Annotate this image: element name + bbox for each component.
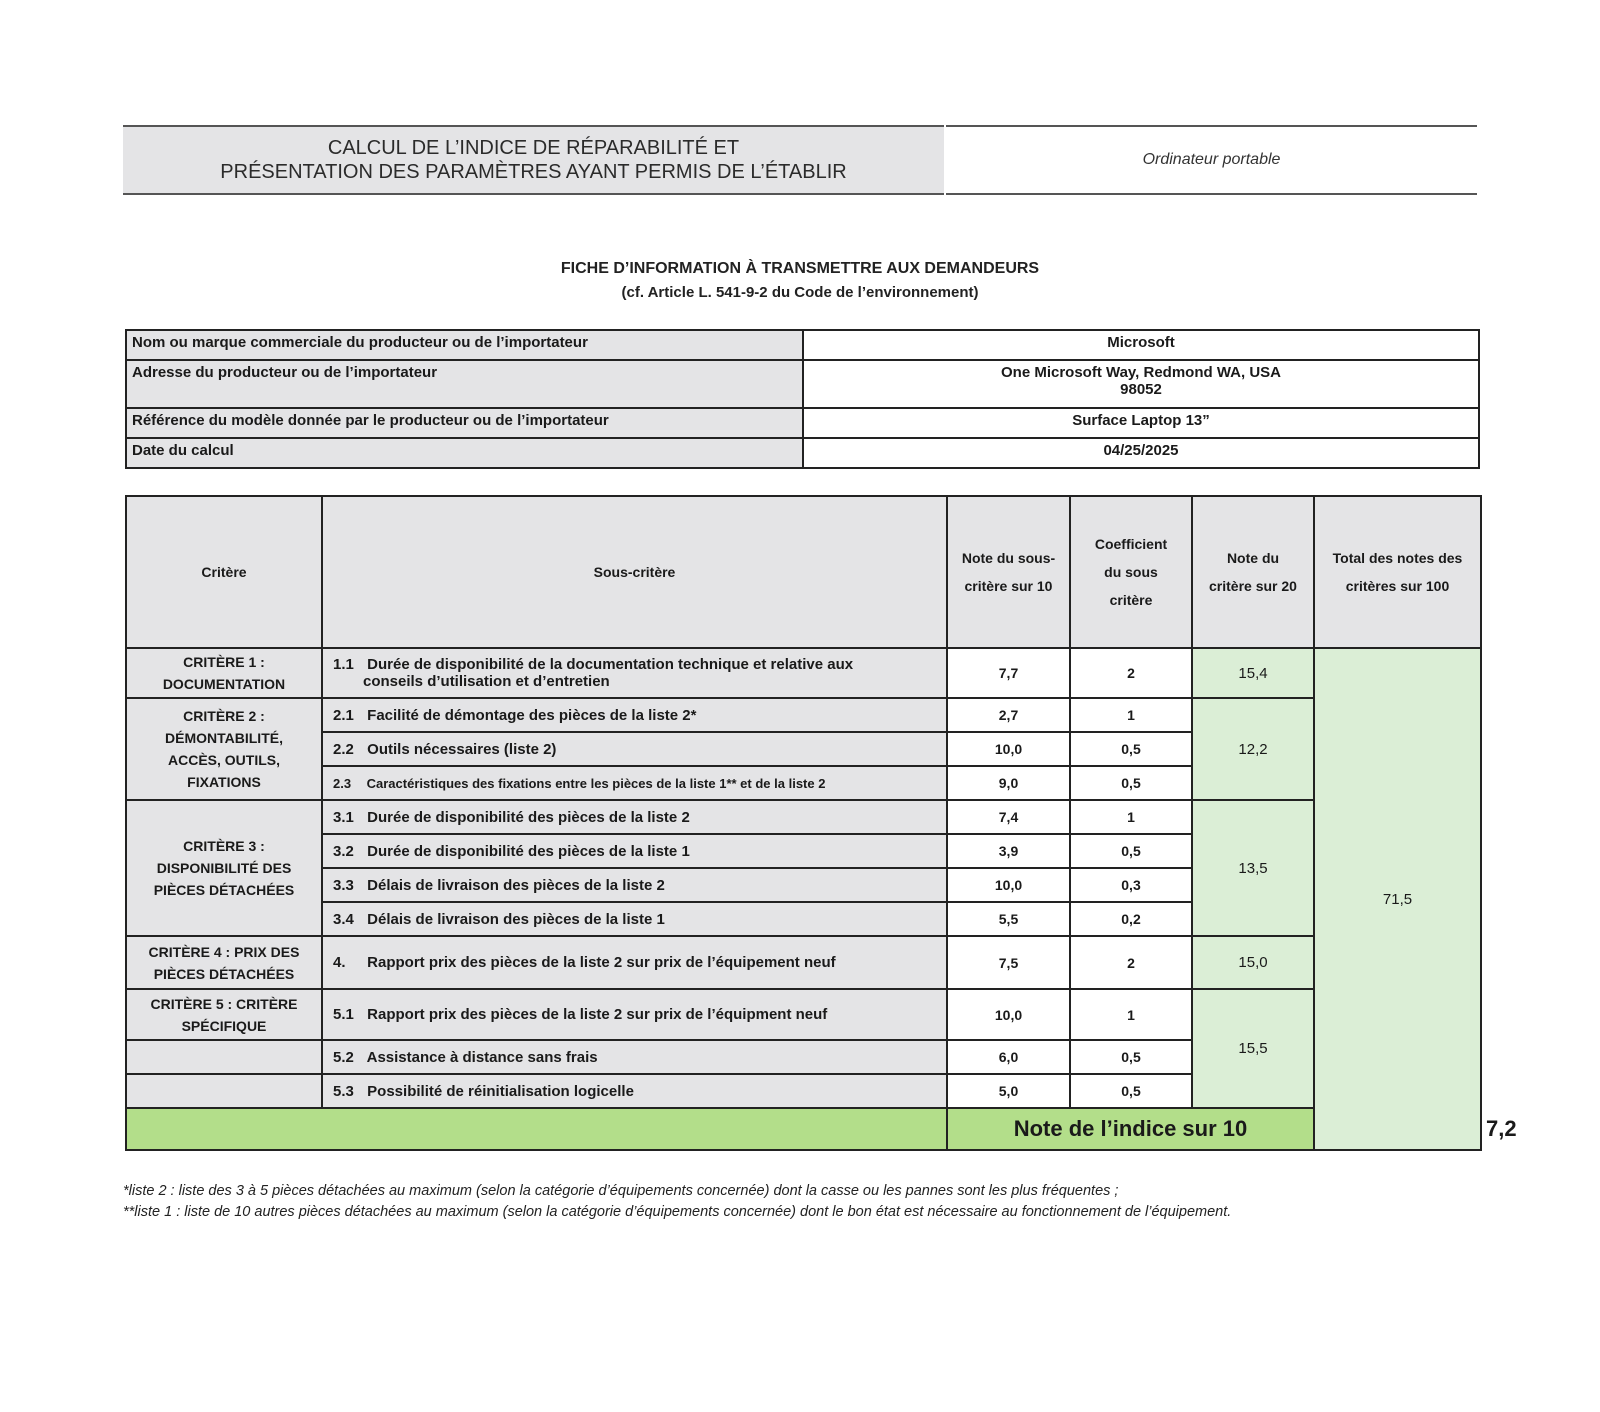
col-total-line2: critères sur 100 xyxy=(1345,578,1450,594)
subcriterion-coef: 2 xyxy=(1070,648,1192,698)
criterion-1-name: DOCUMENTATION xyxy=(162,676,286,692)
subcriterion-note: 2,7 xyxy=(947,698,1070,732)
criterion-4-name: PIÈCES DÉTACHÉES xyxy=(153,965,295,982)
col-total-line1: Total des notes des xyxy=(1332,550,1463,566)
info-row xyxy=(126,360,1479,408)
address-line-1: One Microsoft Way, Redmond WA, USA xyxy=(1000,364,1281,381)
subcriterion-coef: 1 xyxy=(1070,800,1192,834)
info-row xyxy=(126,408,1479,438)
criterion-5-score: 15,5 xyxy=(1192,989,1314,1108)
criterion-3-name: DISPONIBILITÉ DES xyxy=(156,860,292,876)
criterion-2-label: CRITÈRE 2 : xyxy=(183,708,265,724)
subcriterion-number: 5.2 xyxy=(333,1048,354,1066)
footnote-liste-1: **liste 1 : liste de 10 autres pièces détachées au maximum (selon la catégorie d’équipements concernée) dont le bon état est nécessaire au fonctionnement de l’équipement. xyxy=(123,1204,1232,1220)
col-note-critere xyxy=(1192,496,1314,648)
subcriterion-note: 10,0 xyxy=(947,868,1070,902)
col-coef-line2: du sous xyxy=(1104,564,1158,580)
subcriterion-coef: 1 xyxy=(1070,698,1192,732)
subcriterion-coef: 0,5 xyxy=(1070,766,1192,800)
subcriterion-number: 5.3 xyxy=(333,1082,354,1100)
subcriterion-note: 3,9 xyxy=(947,834,1070,868)
criterion-2-name: ACCÈS, OUTILS, xyxy=(167,752,280,768)
info-label: Référence du modèle donnée par le producteur ou de l’importateur xyxy=(126,408,803,438)
info-row xyxy=(126,438,1479,468)
subcriterion-3-1 xyxy=(322,800,947,834)
subcriterion-text: Possibilité de réinitialisation logicelle xyxy=(367,1082,634,1100)
col-coef-line1: Coefficient xyxy=(1094,536,1168,552)
footnote-liste-2: *liste 2 : liste des 3 à 5 pièces détachées au maximum (selon la catégorie d’équipements concernée) dont la casse ou les pannes sont les plus fréquentes ; xyxy=(123,1183,1119,1199)
subcriterion-coef: 0,5 xyxy=(1070,1040,1192,1074)
table-row xyxy=(126,648,1481,698)
subcriterion-3-4 xyxy=(322,902,947,936)
subcriterion-text: Durée de disponibilité des pièces de la liste 2 xyxy=(367,808,690,826)
title-line-1: CALCUL DE L’INDICE DE RÉPARABILITÉ ET xyxy=(327,137,740,159)
subcriterion-coef: 0,5 xyxy=(1070,834,1192,868)
subcriterion-number: 1.1 xyxy=(333,656,354,673)
subcriterion-text: Rapport prix des pièces de la liste 2 sur prix de l’équipement neuf xyxy=(367,954,836,971)
subcriterion-note: 10,0 xyxy=(947,732,1070,766)
subcriterion-2-1 xyxy=(322,698,947,732)
product-type: Ordinateur portable xyxy=(946,125,1477,195)
table-header-row xyxy=(126,496,1481,648)
subcriterion-number: 3.1 xyxy=(333,808,354,826)
subcriterion-note: 10,0 xyxy=(947,989,1070,1040)
subcriterion-text: Durée de disponibilité des pièces de la liste 1 xyxy=(367,842,690,860)
col-note-sous-line2: critère sur 10 xyxy=(964,578,1053,594)
info-label: Nom ou marque commerciale du producteur ou de l’importateur xyxy=(126,330,803,360)
subcriterion-number: 3.2 xyxy=(333,842,354,860)
criterion-5-name: SPÉCIFIQUE xyxy=(181,1017,267,1034)
table-row xyxy=(126,698,1481,732)
subcriterion-5-2 xyxy=(322,1040,947,1074)
subcriterion-coef: 1 xyxy=(1070,989,1192,1040)
col-coef-line3: critère xyxy=(1109,592,1153,608)
col-note-crit-line1: Note du xyxy=(1226,550,1280,566)
criterion-5-cell xyxy=(126,989,322,1040)
final-score-label: Note de l’indice sur 10 xyxy=(947,1108,1314,1150)
subcriterion-number: 2.1 xyxy=(333,706,354,724)
col-note-crit-line2: critère sur 20 xyxy=(1209,578,1297,594)
subcriterion-5-3 xyxy=(322,1074,947,1108)
criterion-3-cell xyxy=(126,800,322,936)
info-row xyxy=(126,330,1479,360)
address-line-2: 98052 xyxy=(1120,381,1162,398)
criterion-2-name: DÉMONTABILITÉ, xyxy=(165,730,283,746)
table-row xyxy=(126,936,1481,989)
subcriterion-3-3 xyxy=(322,868,947,902)
criterion-2-score: 12,2 xyxy=(1192,698,1314,800)
fiche-title: FICHE D’INFORMATION À TRANSMETTRE AUX DEMANDEURS xyxy=(560,260,1040,277)
subcriterion-text: Durée de disponibilité de la documentation technique et relative aux xyxy=(367,656,854,673)
criterion-4-label: CRITÈRE 4 : PRIX DES xyxy=(148,943,300,960)
col-note-sous-critere xyxy=(947,496,1070,648)
col-total xyxy=(1314,496,1481,648)
subcriterion-number: 2.2 xyxy=(333,740,354,758)
col-sous-critere: Sous-critère xyxy=(322,496,947,648)
subcriterion-2-3 xyxy=(322,766,947,800)
subcriterion-number: 4. xyxy=(333,954,346,971)
info-value: Surface Laptop 13” xyxy=(803,408,1479,438)
subcriterion-5-1 xyxy=(322,989,947,1040)
col-note-sous-line1: Note du sous- xyxy=(961,550,1056,566)
final-score-row: Note de l’indice sur 10 7,2 xyxy=(126,1108,1481,1150)
repairability-table xyxy=(125,495,1517,1151)
criterion-1-label: CRITÈRE 1 : xyxy=(183,654,265,670)
empty-criterion-cell xyxy=(126,1040,322,1074)
subcriterion-text: Rapport prix des pièces de la liste 2 sur prix de l’équipment neuf xyxy=(367,1006,828,1023)
subcriterion-text: Délais de livraison des pièces de la liste 2 xyxy=(367,876,665,894)
criterion-3-score: 13,5 xyxy=(1192,800,1314,936)
criterion-2-cell xyxy=(126,698,322,800)
criterion-5-label: CRITÈRE 5 : CRITÈRE xyxy=(150,995,298,1012)
subcriterion-1-1 xyxy=(322,648,947,698)
subcriterion-note: 6,0 xyxy=(947,1040,1070,1074)
final-score-spacer xyxy=(126,1108,947,1150)
subcriterion-text: Délais de livraison des pièces de la liste 1 xyxy=(367,910,665,928)
subcriterion-coef: 0,5 xyxy=(1070,732,1192,766)
subcriterion-text-cont: conseils d’utilisation et d’entretien xyxy=(363,673,610,690)
producer-info-table xyxy=(125,329,1480,469)
subcriterion-note: 5,5 xyxy=(947,902,1070,936)
subcriterion-note: 5,0 xyxy=(947,1074,1070,1108)
subcriterion-number: 3.4 xyxy=(333,910,354,928)
subcriterion-text: Outils nécessaires (liste 2) xyxy=(367,740,557,758)
subcriterion-coef: 0,5 xyxy=(1070,1074,1192,1108)
criterion-3-name: PIÈCES DÉTACHÉES xyxy=(153,882,295,898)
subcriterion-note: 7,4 xyxy=(947,800,1070,834)
criterion-1-score: 15,4 xyxy=(1192,648,1314,698)
subcriterion-coef: 2 xyxy=(1070,936,1192,989)
subcriterion-note: 7,5 xyxy=(947,936,1070,989)
total-score: 71,5 xyxy=(1314,648,1481,1150)
subcriterion-2-2 xyxy=(322,732,947,766)
subcriterion-number: 2.3 xyxy=(333,775,352,791)
document-title xyxy=(123,125,944,195)
subcriterion-text: Caractéristiques des fixations entre les pièces de la liste 1** et de la liste 2 xyxy=(366,775,826,791)
criterion-1-cell xyxy=(126,648,322,698)
info-value xyxy=(803,360,1479,408)
subcriterion-text: Assistance à distance sans frais xyxy=(366,1048,598,1066)
table-row xyxy=(126,800,1481,834)
criterion-4-cell xyxy=(126,936,322,989)
document-header xyxy=(123,125,1477,194)
col-critere: Critère xyxy=(126,496,322,648)
info-value: Microsoft xyxy=(803,330,1479,360)
table-row xyxy=(126,989,1481,1040)
fiche-subtitle: (cf. Article L. 541-9-2 du Code de l’environnement) xyxy=(621,284,979,301)
subcriterion-number: 5.1 xyxy=(333,1006,354,1023)
title-line-2: PRÉSENTATION DES PARAMÈTRES AYANT PERMIS DE L’ÉTABLIR xyxy=(220,161,847,183)
info-label: Adresse du producteur ou de l’importateur xyxy=(126,360,803,408)
info-label: Date du calcul xyxy=(126,438,803,468)
subcriterion-text: Facilité de démontage des pièces de la liste 2* xyxy=(367,706,697,724)
subcriterion-number: 3.3 xyxy=(333,876,354,894)
criterion-2-name: FIXATIONS xyxy=(187,774,261,790)
criterion-3-label: CRITÈRE 3 : xyxy=(183,838,265,854)
info-value: 04/25/2025 xyxy=(803,438,1479,468)
subcriterion-coef: 0,2 xyxy=(1070,902,1192,936)
subcriterion-3-2 xyxy=(322,834,947,868)
subcriterion-note: 9,0 xyxy=(947,766,1070,800)
col-coefficient xyxy=(1070,496,1192,648)
subcriterion-note: 7,7 xyxy=(947,648,1070,698)
subcriterion-coef: 0,3 xyxy=(1070,868,1192,902)
criterion-4-score: 15,0 xyxy=(1192,936,1314,989)
subcriterion-4 xyxy=(322,936,947,989)
empty-criterion-cell xyxy=(126,1074,322,1108)
